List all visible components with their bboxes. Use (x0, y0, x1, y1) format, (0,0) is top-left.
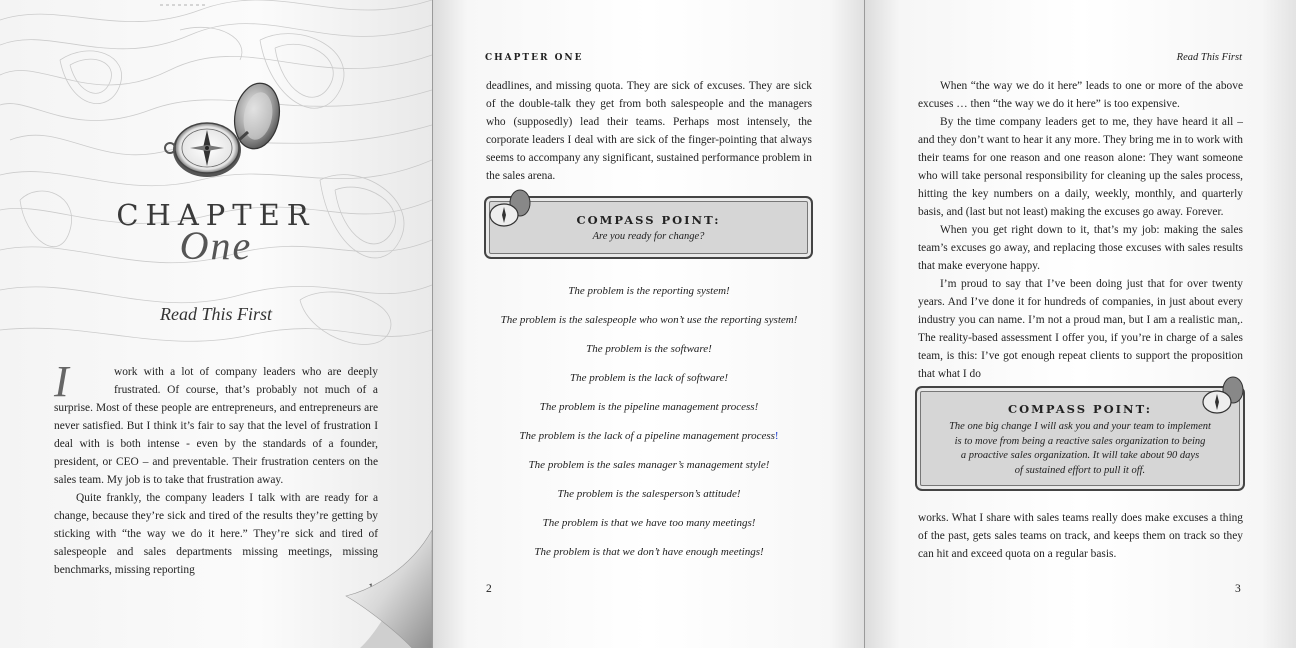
chapter-opening-page (0, 0, 432, 648)
paragraph: Quite frankly, the company leaders I talk with are ready for a change, because they’re sick and tired of the results they’re getting by sticking with “the way we do it here.” They’re sick and tired of salespeople and sales departments missing meetings, missing benchmarks, missing reporting (54, 492, 378, 576)
list-item: The problem is the sales manager’s management style! (528, 459, 770, 471)
chapter-intro-text (54, 357, 378, 579)
page-two (433, 0, 864, 648)
problem-list (485, 282, 813, 572)
list-item: The problem is that we don’t have enough meetings! (534, 546, 764, 558)
paragraph: I’m proud to say that I’ve been doing just that for over twenty years. And I’ve done it for hundreds of companies, in just about every industry you can name. I’m not a proud man, but I am a realistic man,. The reality-based assessment I offer you, if you’re in charge of a sales team, is this: I’ve got enough repeat clients to support the proposition that what I do (918, 278, 1243, 380)
paragraph: When you get right down to it, that’s my job: making the sales team’s excuses go away, and replacing those excuses with sales results that make everyone happy. (918, 224, 1243, 272)
compass-icon (482, 189, 534, 229)
compass-point-callout (915, 386, 1245, 491)
paragraph: deadlines, and missing quota. They are sick of excuses. They are sick of the double-talk they get from both salespeople and the managers who (supposedly) lead their teams. Perhaps most intensely, the corporate leaders I deal with are sick of the finger-pointing that always seems to accompany any significant, sustained performance problem in the sales arena. (486, 80, 812, 182)
list-item (485, 427, 813, 456)
list-item: The problem is that we have too many meetings! (542, 517, 756, 529)
paragraph: works. What I share with sales teams really does make excuses a thing of the past, gets sales teams on track, and keeps them on track so they can hit and exceed quota on a regular basis. (918, 512, 1243, 560)
list-item: The problem is the reporting system! (568, 285, 730, 297)
compass-point-text: Are you ready for change? (592, 231, 705, 242)
list-item: The problem is the software! (586, 343, 712, 355)
list-item: The problem is the salesperson’s attitude! (557, 488, 741, 500)
blue-exclamation-mark: ! (774, 430, 779, 442)
chapter-label: CHAPTER (116, 198, 316, 232)
compass-point-text (917, 420, 1243, 478)
compass-point-callout (484, 196, 813, 259)
list-item-text: The problem is the lack of a pipeline management process (519, 430, 775, 442)
page-three-closing (918, 509, 1243, 563)
running-head: CHAPTER ONE (485, 53, 584, 63)
chapter-title: Read This First (159, 304, 272, 324)
compass-point-line: The one big change I will ask you and your team to implement (949, 421, 1211, 432)
compass-point-line: of sustained effort to pull it off. (1014, 464, 1146, 476)
paragraph: work with a lot of company leaders who are deeply frustrated. Of course, that’s probably not much of a surprise. Most of these people are entrepreneurs, and entrepreneurs are never satisfied. But I think it’s fair to say that the level of frustration I deal with is both intense - even by the standards of a founder, president, or CEO – and preventable. Their frustration centers on the sales team. My job is to take that frustration away. (54, 366, 378, 486)
page-number: 3 (1235, 583, 1241, 595)
chapter-number: One (179, 223, 253, 268)
page-curl-icon[interactable] (340, 530, 432, 648)
compass-point-line: a proactive sales organization. It will take about 90 days (960, 450, 1200, 461)
compass-point-title: COMPASS POINT: (576, 213, 721, 227)
compass-point-title: COMPASS POINT: (1008, 402, 1152, 416)
compass-icon (152, 78, 287, 183)
drop-cap: I (54, 357, 69, 406)
compass-icon (1195, 376, 1247, 416)
page-three-text (918, 77, 1243, 383)
page-number: 2 (486, 583, 492, 595)
list-item: The problem is the lack of software! (569, 372, 729, 384)
paragraph: By the time company leaders get to me, they have heard it all – and they don’t want to hear it any more. They bring me in to work with their teams for one reason and one reason alone: They want someone who will take personal responsibility for cleaning up the sales process, hitting the key numbers on a daily, weekly, monthly, and quarterly basis, and (last but not least) making the excuses go away. Forever. (918, 116, 1243, 218)
list-item: The problem is the pipeline management process! (539, 401, 759, 413)
list-item: The problem is the salespeople who won’t use the reporting system! (500, 314, 798, 326)
compass-point-line: is to move from being a reactive sales organization to being (954, 435, 1206, 447)
paragraph: When “the way we do it here” leads to one or more of the above excuses … then “the way we do it here” is too expensive. (918, 80, 1243, 110)
page-two-text (486, 77, 812, 185)
running-head: Read This First (1176, 52, 1242, 63)
page-three (865, 0, 1296, 648)
